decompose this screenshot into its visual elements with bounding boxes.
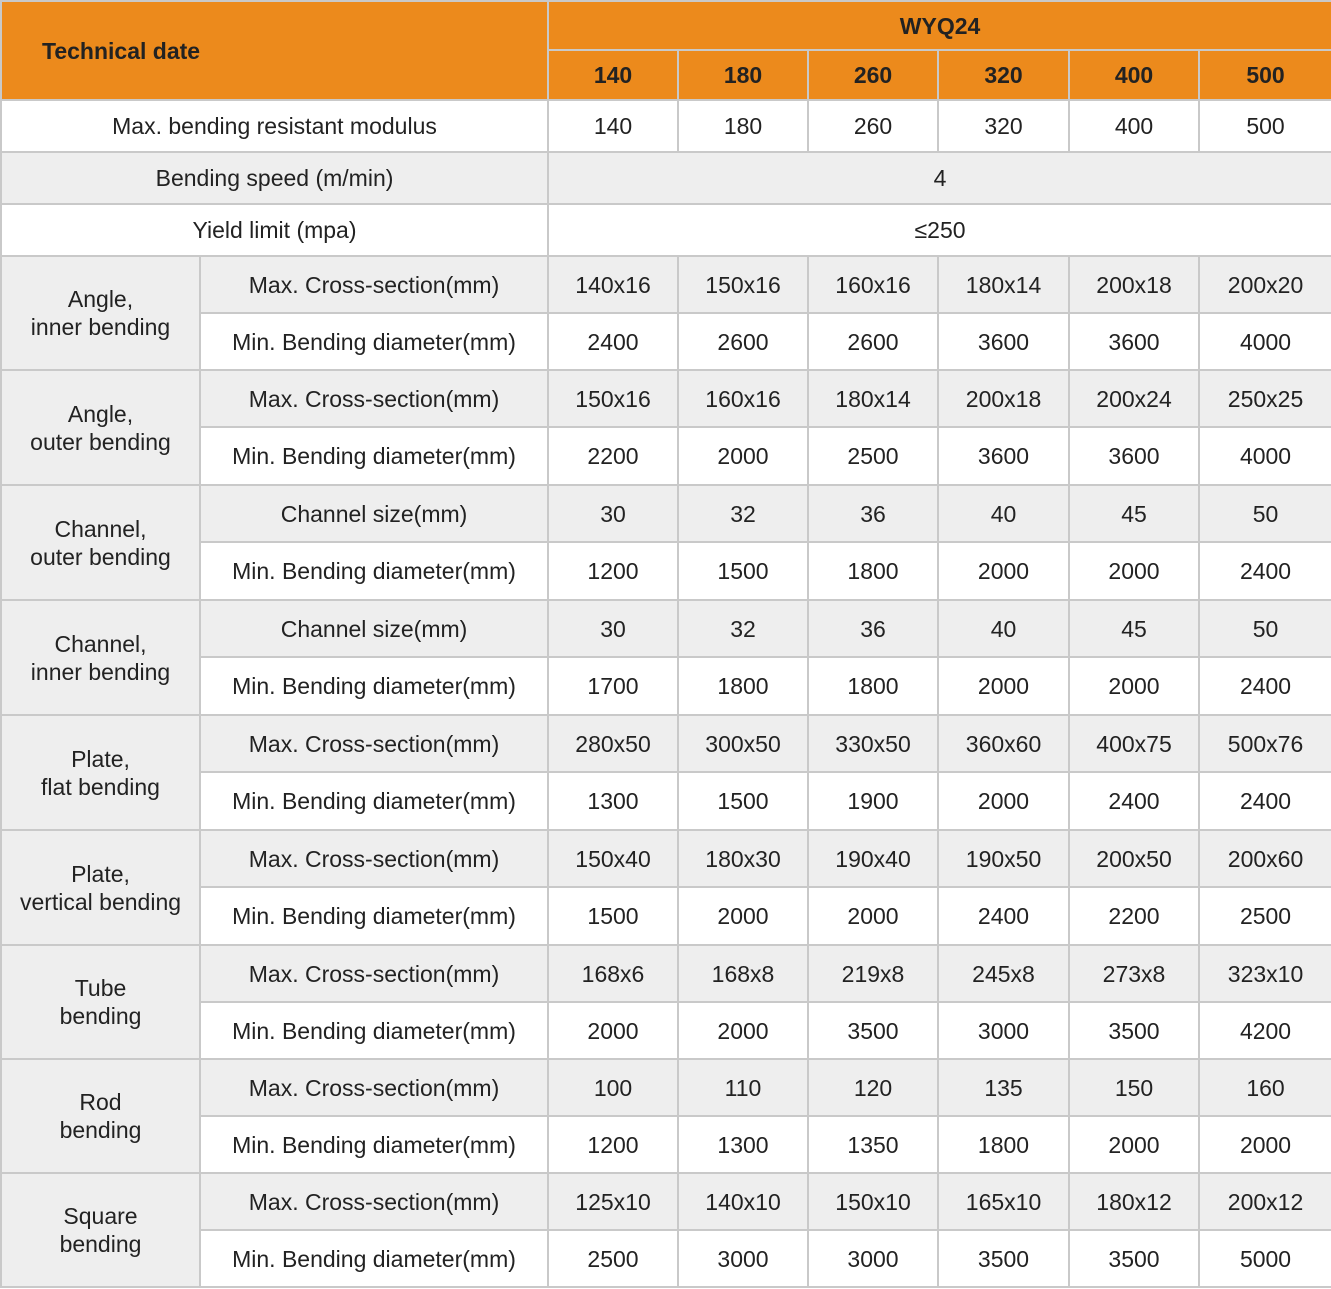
table-cell: 400 (1069, 100, 1199, 152)
table-row (1, 657, 1331, 715)
table-cell: 3600 (1069, 427, 1199, 485)
group-label-line2: outer bending (30, 428, 171, 455)
table-cell: 140x10 (678, 1173, 808, 1230)
table-cell: 190x40 (808, 830, 938, 887)
table-cell: 2000 (678, 1002, 808, 1059)
row-bending-speed (1, 152, 1331, 204)
group-label-line2: bending (59, 1003, 142, 1029)
model-header: 400 (1069, 50, 1199, 100)
table-cell: 260 (808, 100, 938, 152)
table-cell: 110 (678, 1059, 808, 1116)
table-cell: 150x16 (678, 256, 808, 313)
group-label-line2: inner bending (30, 314, 171, 340)
model-header: 500 (1199, 50, 1331, 100)
table-cell: 3600 (938, 313, 1069, 370)
table-cell: 2000 (1199, 1116, 1331, 1173)
table-row (1, 370, 1331, 427)
table-cell: 2600 (808, 313, 938, 370)
table-cell: 3000 (808, 1230, 938, 1287)
table-cell: 1500 (678, 772, 808, 830)
table-cell: 1300 (548, 772, 678, 830)
table-cell: 2400 (938, 887, 1069, 945)
table-cell: 125x10 (548, 1173, 678, 1230)
table-cell: 50 (1199, 600, 1331, 657)
row-label: Min. Bending diameter(mm) (200, 427, 548, 485)
table-row (1, 1059, 1331, 1116)
table-cell: 1900 (808, 772, 938, 830)
table-cell: 300x50 (678, 715, 808, 772)
table-cell: 1200 (548, 1116, 678, 1173)
table-cell: 1800 (808, 657, 938, 715)
table-row (1, 600, 1331, 657)
group-label (1, 600, 200, 715)
table-cell: 2400 (1069, 772, 1199, 830)
group-label (1, 1059, 200, 1173)
group-label (1, 485, 200, 600)
table-cell: 200x50 (1069, 830, 1199, 887)
group-label-line1: Rod (79, 1089, 122, 1115)
table-cell: 2000 (1069, 657, 1199, 715)
table-row (1, 427, 1331, 485)
table-cell: 140 (548, 100, 678, 152)
row-label: Min. Bending diameter(mm) (200, 657, 548, 715)
group-label-line1: Angle, (67, 286, 134, 312)
table-cell: 2600 (678, 313, 808, 370)
table-cell: 280x50 (548, 715, 678, 772)
table-cell: 180x14 (808, 370, 938, 427)
table-cell: 3000 (678, 1230, 808, 1287)
table-cell: 2500 (808, 427, 938, 485)
table-cell: 45 (1069, 485, 1199, 542)
table-cell: 245x8 (938, 945, 1069, 1002)
row-label: Min. Bending diameter(mm) (200, 887, 548, 945)
row-label: Max. Cross-section(mm) (200, 1059, 548, 1116)
row-label: Min. Bending diameter(mm) (200, 1002, 548, 1059)
table-cell: 140x16 (548, 256, 678, 313)
table-cell: 120 (808, 1059, 938, 1116)
table-cell: 219x8 (808, 945, 938, 1002)
table-row (1, 772, 1331, 830)
table-cell: 40 (938, 485, 1069, 542)
table-row (1, 830, 1331, 887)
table-cell: 100 (548, 1059, 678, 1116)
group-label (1, 945, 200, 1059)
group-label-line2: vertical bending (19, 888, 182, 915)
row-label: Max. Cross-section(mm) (200, 945, 548, 1002)
table-cell: 3500 (1069, 1002, 1199, 1059)
row-label: Channel size(mm) (200, 485, 548, 542)
table-cell: 190x50 (938, 830, 1069, 887)
table-cell: 165x10 (938, 1173, 1069, 1230)
table-cell: 32 (678, 485, 808, 542)
table-cell: 150x40 (548, 830, 678, 887)
table-cell: 1700 (548, 657, 678, 715)
table-cell: 32 (678, 600, 808, 657)
row-bending-modulus (1, 100, 1331, 152)
table-cell: 1500 (548, 887, 678, 945)
table-cell: 1800 (808, 542, 938, 600)
group-label-line1: Plate, (71, 860, 130, 887)
table-row (1, 313, 1331, 370)
table-cell: 330x50 (808, 715, 938, 772)
row-label: Min. Bending diameter(mm) (200, 772, 548, 830)
table-cell: 36 (808, 485, 938, 542)
table-cell: 168x8 (678, 945, 808, 1002)
row-label: Bending speed (m/min) (1, 152, 548, 204)
row-label: Max. Cross-section(mm) (200, 1173, 548, 1230)
group-label-line2: inner bending (30, 658, 171, 685)
table-cell: 200x24 (1069, 370, 1199, 427)
table-cell: 500x76 (1199, 715, 1331, 772)
table-cell: 4000 (1199, 427, 1331, 485)
table-cell: 45 (1069, 600, 1199, 657)
table-cell: 200x60 (1199, 830, 1331, 887)
table-cell: 2000 (548, 1002, 678, 1059)
group-label-line1: Plate, (71, 745, 130, 772)
table-cell: 200x20 (1199, 256, 1331, 313)
row-label: Yield limit (mpa) (1, 204, 548, 256)
row-label: Max. Cross-section(mm) (200, 830, 548, 887)
row-yield-limit (1, 204, 1331, 256)
table-row (1, 256, 1331, 313)
table-cell: 3500 (938, 1230, 1069, 1287)
row-label: Max. Cross-section(mm) (200, 715, 548, 772)
table-cell: 40 (938, 600, 1069, 657)
table-cell: 160x16 (808, 256, 938, 313)
table-cell: 180x12 (1069, 1173, 1199, 1230)
table-cell: 2400 (1199, 657, 1331, 715)
table-cell: 273x8 (1069, 945, 1199, 1002)
group-label-line1: Square (63, 1203, 138, 1229)
table-cell: 250x25 (1199, 370, 1331, 427)
table-cell: 3600 (938, 427, 1069, 485)
table-cell: 1350 (808, 1116, 938, 1173)
table-cell: 135 (938, 1059, 1069, 1116)
table-cell: 180x14 (938, 256, 1069, 313)
table-cell: 2200 (548, 427, 678, 485)
table-cell: 168x6 (548, 945, 678, 1002)
row-label: Max. bending resistant modulus (1, 100, 548, 152)
table-row (1, 542, 1331, 600)
table-cell: 2000 (1069, 1116, 1199, 1173)
table-cell: 1500 (678, 542, 808, 600)
model-header: 140 (548, 50, 678, 100)
table-cell: 400x75 (1069, 715, 1199, 772)
table-cell: 2000 (808, 887, 938, 945)
table-cell: 160x16 (678, 370, 808, 427)
technical-date-header: Technical date (1, 1, 548, 100)
table-cell: 360x60 (938, 715, 1069, 772)
model-header: 320 (938, 50, 1069, 100)
table-cell: 150x10 (808, 1173, 938, 1230)
group-label-line1: Channel, (54, 515, 147, 542)
table-cell: 2500 (1199, 887, 1331, 945)
group-label (1, 256, 200, 370)
table-row (1, 1173, 1331, 1230)
group-label-line2: bending (59, 1231, 142, 1257)
table-cell: 3500 (808, 1002, 938, 1059)
table-cell: 1200 (548, 542, 678, 600)
table-cell: 320 (938, 100, 1069, 152)
row-label: Min. Bending diameter(mm) (200, 1116, 548, 1173)
row-label: Min. Bending diameter(mm) (200, 1230, 548, 1287)
group-label (1, 715, 200, 830)
group-label (1, 830, 200, 945)
table-cell: 2000 (938, 542, 1069, 600)
table-cell: 2000 (938, 772, 1069, 830)
group-label-line1: Channel, (54, 630, 147, 657)
row-label: Min. Bending diameter(mm) (200, 313, 548, 370)
table-cell: 180 (678, 100, 808, 152)
table-cell: 160 (1199, 1059, 1331, 1116)
table-cell: 150x16 (548, 370, 678, 427)
group-label-line2: bending (59, 1117, 142, 1143)
table-cell: 50 (1199, 485, 1331, 542)
table-row (1, 1116, 1331, 1173)
table-cell: 2000 (678, 427, 808, 485)
table-cell: 30 (548, 485, 678, 542)
table-cell: 2400 (1199, 772, 1331, 830)
table-cell: 2400 (1199, 542, 1331, 600)
row-label: Channel size(mm) (200, 600, 548, 657)
table-cell: 2000 (678, 887, 808, 945)
table-cell: 3000 (938, 1002, 1069, 1059)
table-cell: 200x18 (938, 370, 1069, 427)
table-cell: 2400 (548, 313, 678, 370)
table-row (1, 485, 1331, 542)
model-header: 180 (678, 50, 808, 100)
group-label (1, 370, 200, 485)
table-cell: 3600 (1069, 313, 1199, 370)
table-cell: 5000 (1199, 1230, 1331, 1287)
header-row-series (1, 1, 1331, 50)
table-cell: 180x30 (678, 830, 808, 887)
row-label: Max. Cross-section(mm) (200, 370, 548, 427)
group-label-line2: outer bending (30, 543, 171, 570)
table-row (1, 945, 1331, 1002)
model-header: 260 (808, 50, 938, 100)
table-cell: 4000 (1199, 313, 1331, 370)
table-cell: 500 (1199, 100, 1331, 152)
group-label-line1: Tube (74, 975, 127, 1001)
group-label-line1: Angle, (67, 400, 134, 427)
table-row (1, 887, 1331, 945)
group-label-line2: flat bending (41, 773, 160, 800)
row-label: Min. Bending diameter(mm) (200, 542, 548, 600)
table-row (1, 715, 1331, 772)
table-cell: 1800 (678, 657, 808, 715)
table-cell: 4 (548, 152, 1331, 204)
table-cell: 2500 (548, 1230, 678, 1287)
table-cell: 200x18 (1069, 256, 1199, 313)
table-cell: 30 (548, 600, 678, 657)
table-row (1, 1230, 1331, 1287)
table-cell: 2000 (938, 657, 1069, 715)
table-row (1, 1002, 1331, 1059)
table-cell: ≤250 (548, 204, 1331, 256)
table-cell: 1800 (938, 1116, 1069, 1173)
table-cell: 2200 (1069, 887, 1199, 945)
table-cell: 200x12 (1199, 1173, 1331, 1230)
table-cell: 3500 (1069, 1230, 1199, 1287)
table-cell: 2000 (1069, 542, 1199, 600)
table-cell: 36 (808, 600, 938, 657)
series-header: WYQ24 (548, 1, 1331, 50)
table-cell: 4200 (1199, 1002, 1331, 1059)
row-label: Max. Cross-section(mm) (200, 256, 548, 313)
table-cell: 323x10 (1199, 945, 1331, 1002)
table-cell: 150 (1069, 1059, 1199, 1116)
table-cell: 1300 (678, 1116, 808, 1173)
group-label (1, 1173, 200, 1287)
